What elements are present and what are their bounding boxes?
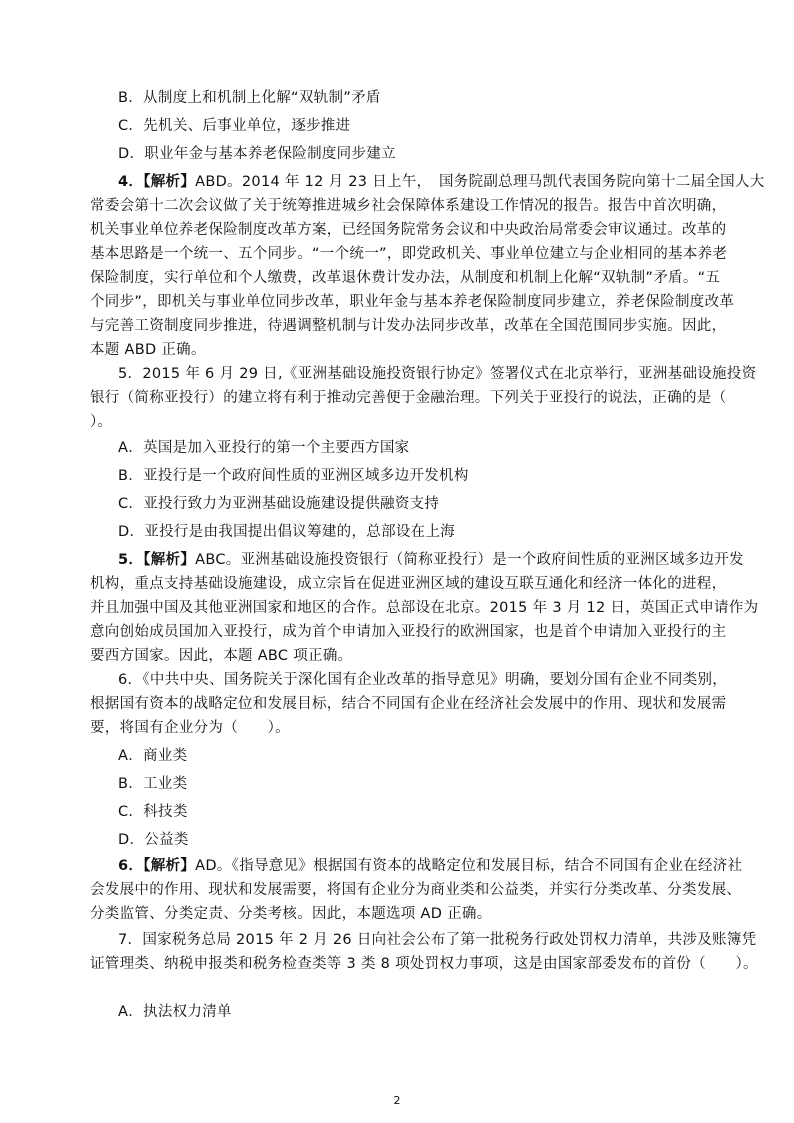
q6-line-3: 要，将国有企业分为（ ）。 <box>90 720 290 736</box>
q3-option-b: B．从制度上和机制上化解“双轨制”矛盾 <box>118 90 381 106</box>
a4-text: ABD。2014 年 12 月 23 日上午， 国务院副总理马凯代表国务院向第十二届全国人大 <box>195 174 765 190</box>
q5-option-d: D．亚投行是由我国提出倡议筹建的，总部设在上海 <box>118 524 456 540</box>
a5-analysis-tag: 【解析】 <box>143 552 196 568</box>
page-number: 2 <box>393 1094 401 1107</box>
q6-option-a: A．商业类 <box>118 748 188 764</box>
a4-line-2: 常委会第十二次会议做了关于统筹推进城乡社会保障体系建设工作情况的报告。报告中首次明确， <box>90 198 727 214</box>
q7-line-2: 证管理类、纳税申报类和税务检查类等 3 类 8 项处罚权力事项，这是由国家部委发布的首份（ ）。 <box>90 956 758 972</box>
q3-option-c: C．先机关、后事业单位，逐步推进 <box>118 118 351 134</box>
a4-line-6: 个同步”，即机关与事业单位同步改革，职业年金与基本养老保险制度同步建立，养老保险制度改革 <box>90 294 735 310</box>
a5-line-2: 机构，重点支持基础设施建设，成立宗旨在促进亚洲区域的建设互联互通化和经济一体化的进程， <box>90 576 727 592</box>
a5-line-5: 要西方国家。因此，本题 ABC 项正确。 <box>90 648 353 664</box>
a5-text: ABC。亚洲基础设施投资银行（简称亚投行）是一个政府间性质的亚洲区域多边开发 <box>195 552 744 568</box>
q7-option-a: A．执法权力清单 <box>118 1004 232 1020</box>
q3-option-d: D．职业年金与基本养老保险制度同步建立 <box>118 146 396 162</box>
a4-line-5: 保险制度，实行单位和个人缴费，改革退休费计发办法，从制度和机制上化解“双轨制”矛盾。“五 <box>90 270 721 286</box>
a6-line-2: 会发展中的作用、现状和发展需要，将国有企业分为商业类和公益类，并实行分类改革、分类发展、 <box>90 882 742 898</box>
a6-line-3: 分类监管、分类定责、分类考核。因此，本题选项 AD 正确。 <box>90 906 492 922</box>
a6-line-1 <box>118 856 743 876</box>
q6-line-1: 6．《中共中央、国务院关于深化国有企业改革的指导意见》明确，要划分国有企业不同类别， <box>118 672 728 688</box>
q6-option-b: B．工业类 <box>118 776 188 792</box>
q5-option-b: B．亚投行是一个政府间性质的亚洲区域多边开发机构 <box>118 468 469 484</box>
q5-option-a: A．英国是加入亚投行的第一个主要西方国家 <box>118 440 410 456</box>
a4-line-8: 本题 ABD 正确。 <box>90 342 206 358</box>
q5-line-3: ）。 <box>90 414 113 430</box>
q5-option-c: C．亚投行致力为亚洲基础设施建设提供融资支持 <box>118 496 440 512</box>
a4-number: 4． <box>118 174 144 190</box>
q6-option-c: C．科技类 <box>118 804 188 820</box>
a6-number: 6． <box>118 858 144 874</box>
a5-line-1 <box>118 550 744 570</box>
a4-line-7: 与完善工资制度同步推进，待遇调整机制与计发办法同步改革，改革在全国范围同步实施。因此， <box>90 318 727 334</box>
a4-line-1 <box>118 172 765 192</box>
a5-number: 5． <box>118 552 144 568</box>
a4-line-3: 机关事业单位养老保险制度改革方案，已经国务院常务会议和中央政治局常委会审议通过。改革的 <box>90 222 727 238</box>
a4-line-4: 基本思路是一个统一、五个同步。“一个统一”，即党政机关、事业单位建立与企业相同的基本养老 <box>90 246 728 262</box>
q6-option-d: D．公益类 <box>118 832 189 848</box>
a5-line-4: 意向创始成员国加入亚投行，成为首个申请加入亚投行的欧洲国家，也是首个申请加入亚投行的主 <box>90 624 727 640</box>
q5-line-1: 5．2015 年 6 月 29 日,《亚洲基础设施投资银行协定》签署仪式在北京举行，亚洲基础设施投资 <box>118 366 757 382</box>
a6-analysis-tag: 【解析】 <box>143 858 196 874</box>
a5-line-3: 并且加强中国及其他亚洲国家和地区的合作。总部设在北京。2015 年 3 月 12 日，英国正式申请作为 <box>90 600 759 616</box>
q5-line-2: 银行（简称亚投行）的建立将有利于推动完善便于金融治理。下列关于亚投行的说法，正确的是（ <box>90 390 727 406</box>
q6-line-2: 根据国有资本的战略定位和发展目标，结合不同国有企业在经济社会发展中的作用、现状和发展需 <box>90 696 727 712</box>
a4-analysis-tag: 【解析】 <box>143 174 196 190</box>
q7-line-1: 7．国家税务总局 2015 年 2 月 26 日向社会公布了第一批税务行政处罚权力清单，共涉及账簿凭 <box>118 932 757 948</box>
a6-text: AD。《指导意见》根据国有资本的战略定位和发展目标，结合不同国有企业在经济社 <box>195 858 743 874</box>
